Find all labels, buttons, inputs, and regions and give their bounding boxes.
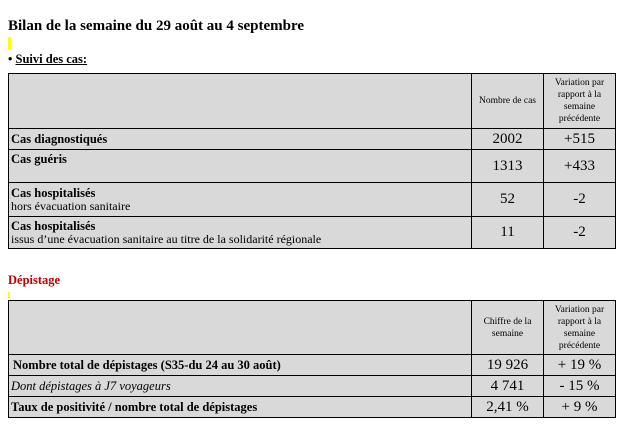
- section-heading-screening: Dépistage: [8, 273, 61, 287]
- cases-heading-text: Suivi des cas:: [15, 52, 88, 66]
- bullet: •: [8, 52, 13, 66]
- table-row: [9, 183, 616, 217]
- row-value: 2002: [472, 129, 544, 150]
- row-value: 2,41 %: [472, 397, 544, 418]
- row-variation: - 15 %: [544, 376, 616, 397]
- row-value: 4 741: [472, 376, 544, 397]
- row-label: Cas hospitalisés: [11, 219, 96, 233]
- page-title: Bilan de la semaine du 29 août au 4 septembre: [8, 18, 304, 34]
- header-cell-weekly-figure: Chiffre de la semaine: [472, 301, 544, 355]
- row-sublabel: issus d’une évacuation sanitaire au titre de la solidarité régionale: [11, 232, 322, 246]
- row-label-cell: [9, 217, 472, 249]
- row-label: Nombre total de dépistages (S35-du 24 au 30 août): [9, 355, 472, 376]
- row-label-cell: [9, 183, 472, 217]
- cases-table: [8, 73, 616, 249]
- row-variation: + 19 %: [544, 355, 616, 376]
- table-header-row: [9, 74, 616, 129]
- table-row: [9, 397, 616, 418]
- table-row: [9, 129, 616, 150]
- header-cell-empty: [9, 74, 472, 129]
- row-variation: + 9 %: [544, 397, 616, 418]
- row-variation: +433: [544, 150, 616, 183]
- row-sublabel: hors évacuation sanitaire: [11, 199, 131, 213]
- header-cell-empty: [9, 301, 472, 355]
- row-variation: -2: [544, 217, 616, 249]
- row-value: 19 926: [472, 355, 544, 376]
- row-variation: -2: [544, 183, 616, 217]
- header-cell-count: Nombre de cas: [472, 74, 544, 129]
- row-label: Cas hospitalisés: [11, 186, 96, 200]
- highlight-mark: [8, 292, 10, 298]
- table-row: [9, 217, 616, 249]
- row-value: 52: [472, 183, 544, 217]
- table-row: [9, 355, 616, 376]
- table-row: [9, 376, 616, 397]
- header-cell-variation: Variation par rapport à la semaine précédente: [544, 301, 616, 355]
- row-label: Cas diagnostiqués: [9, 129, 472, 150]
- screening-table: [8, 300, 616, 418]
- highlight-mark: [8, 37, 11, 49]
- table-row: [9, 150, 616, 183]
- row-label: Dont dépistages à J7 voyageurs: [9, 376, 472, 397]
- row-label: Cas guéris: [9, 150, 472, 183]
- table-header-row: [9, 301, 616, 355]
- row-variation: +515: [544, 129, 616, 150]
- row-value: 1313: [472, 150, 544, 183]
- section-heading-cases: [8, 52, 87, 67]
- row-label: Taux de positivité / nombre total de dépistages: [9, 397, 472, 418]
- row-value: 11: [472, 217, 544, 249]
- header-cell-variation: Variation par rapport à la semaine précédente: [544, 74, 616, 129]
